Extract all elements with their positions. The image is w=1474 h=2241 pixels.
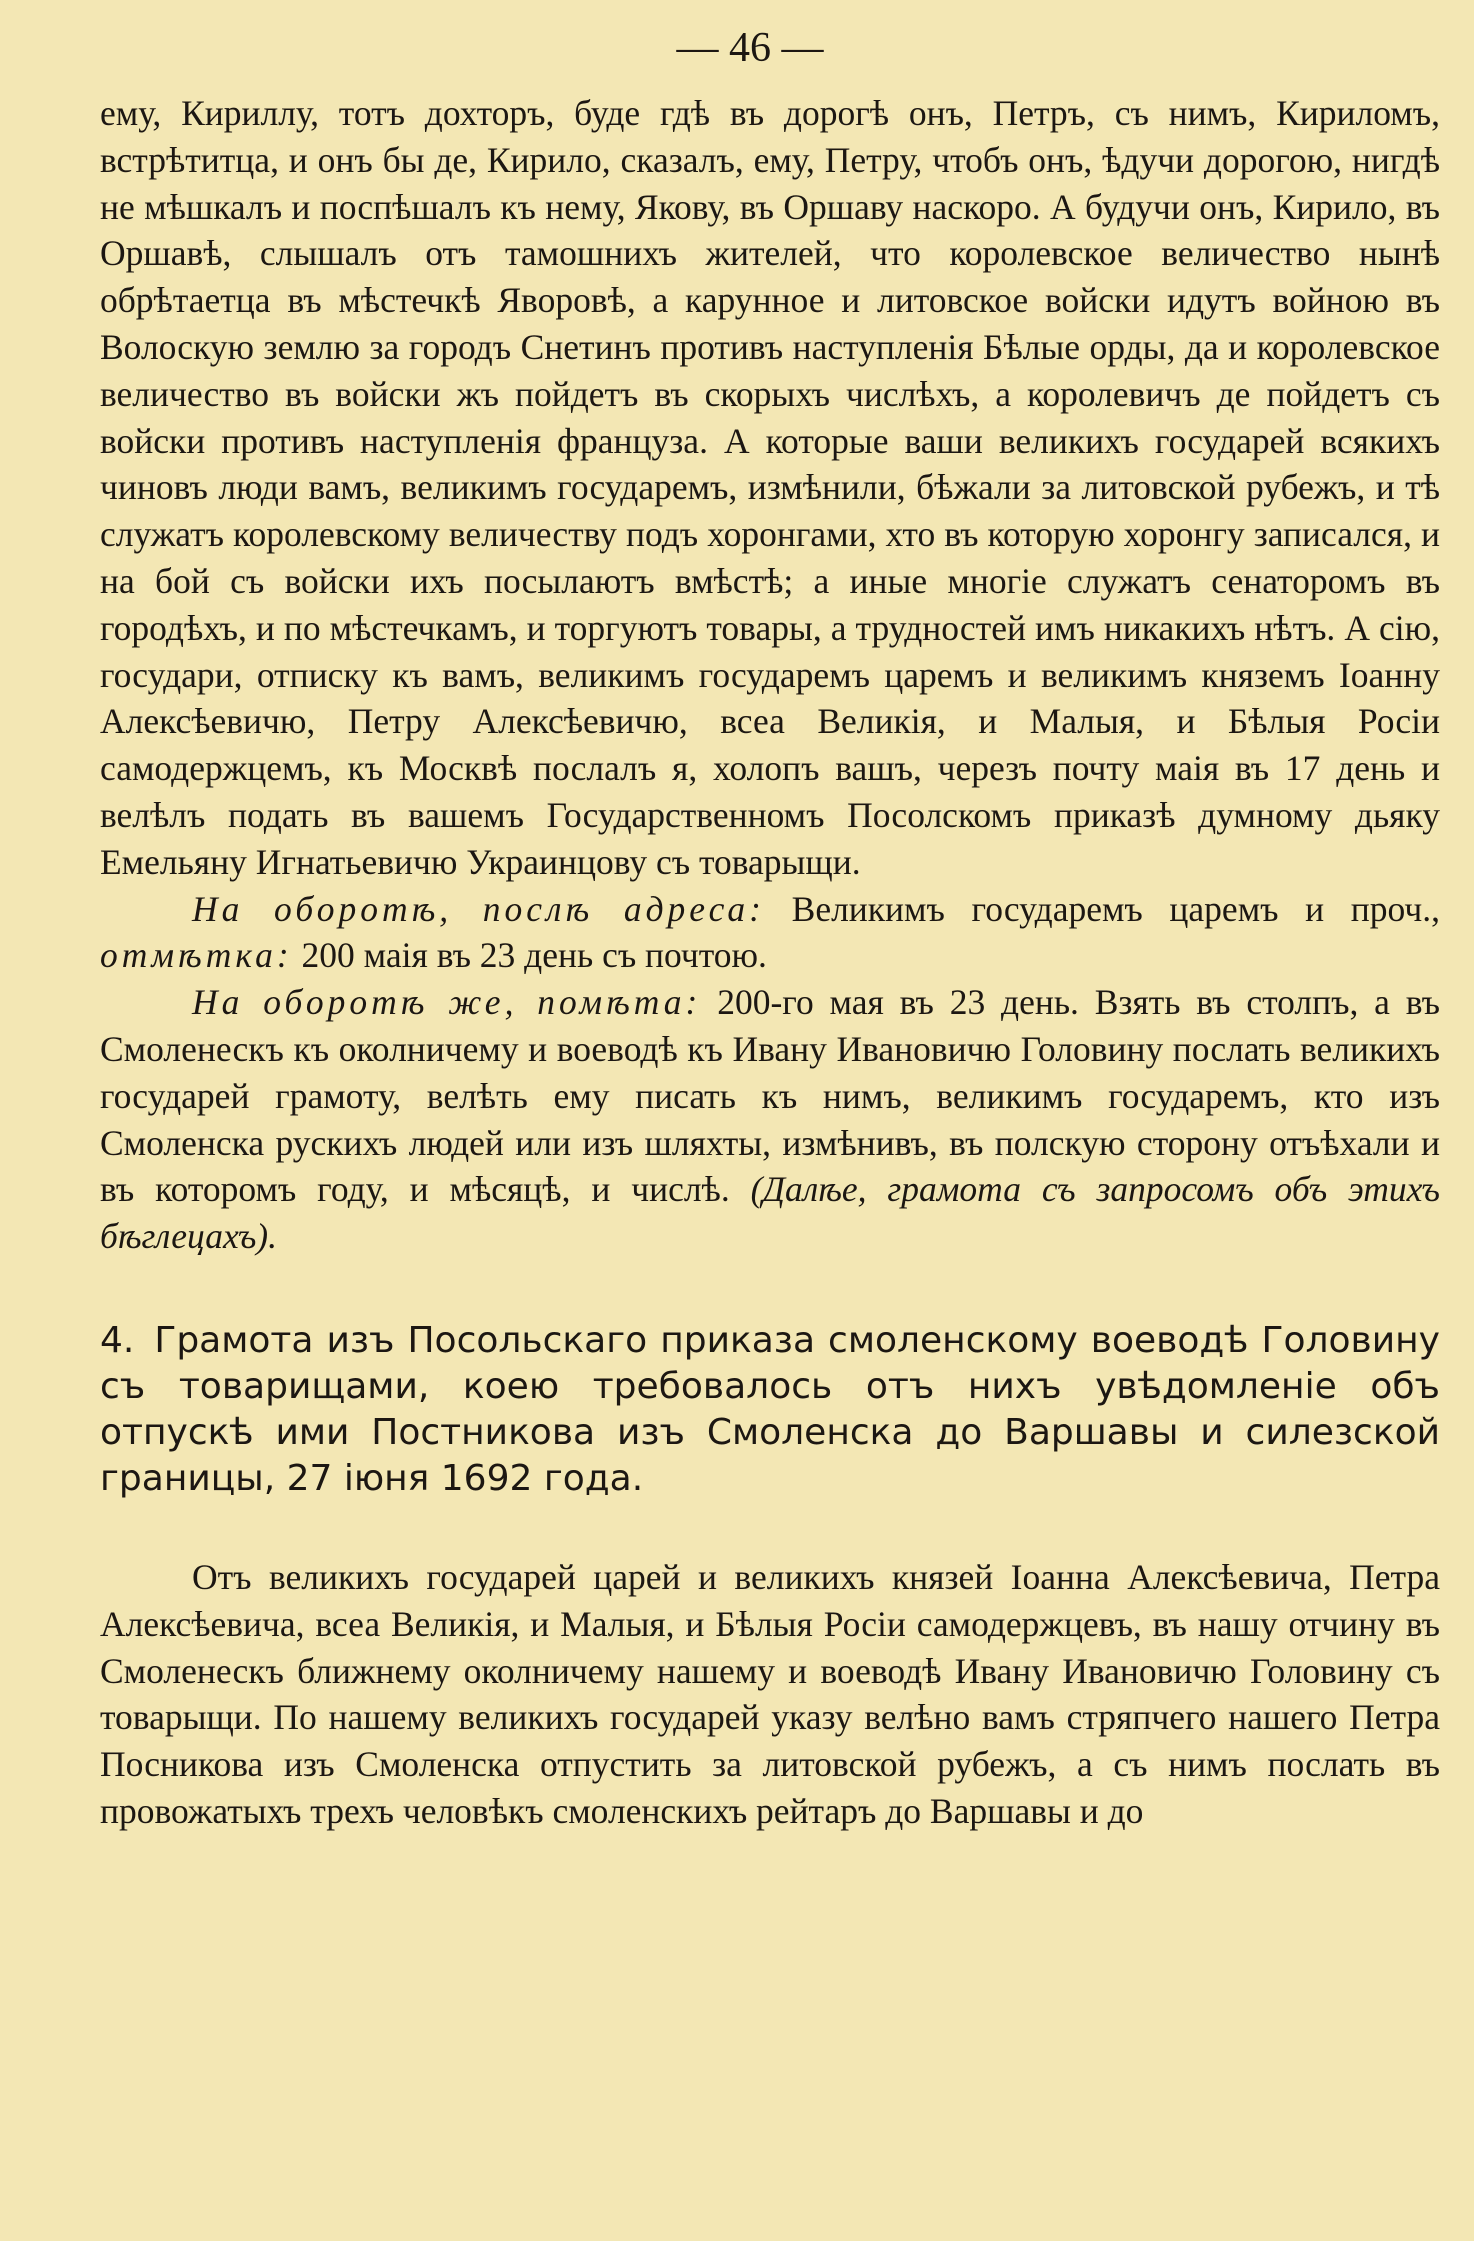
note-address-text: Великимъ государемъ царемъ и проч., [765,888,1440,929]
page-number: — 46 — [676,25,824,71]
section-heading [100,1318,1440,1502]
note-reverse-address [100,886,1440,980]
document-body-section [100,1554,1440,1835]
paragraph-charter-text: Отъ великихъ государей царей и великихъ князей Іоанна Алексѣевича, Петра Алексѣевича, всеа Великія, и Малыя, и Бѣлыя Росіи самодержцевъ, въ нашу отчину въ Смоленескъ ближнему околничему нашему и воеводѣ Ивану Ивановичю Головину съ товарыщи. По нашему великихъ государей указу велѣно вамъ стряпчего нашего Петра Посникова изъ Смоленска отпустить за литовской рубежъ, а съ нимъ послать въ провожатыхъ трехъ человѣкъ смоленскихъ рейтаръ до Варшавы и до [100,1556,1440,1831]
note-mark-text: 200 маія въ 23 день съ почтою. [292,935,767,976]
document-body [100,90,1440,1260]
section-title: Грамота изъ Посольскаго приказа смоленскому воеводѣ Головину съ товарищами, коею требовалось отъ нихъ увѣдомленіе объ отпускѣ ими Постникова изъ Смоленска до Варшавы и силезской границы, 27 іюня 1692 года. [100,1319,1440,1499]
paragraph-letter-continuation: ему, Кириллу, тотъ дохторъ, буде гдѣ въ дорогѣ онъ, Петръ, съ нимъ, Кириломъ, встрѣтитца, и онъ бы де, Кирило, сказалъ, ему, Петру, чтобъ онъ, ѣдучи дорогою, нигдѣ не мѣшкалъ и поспѣшалъ къ нему, Якову, въ Оршаву наскоро. А будучи онъ, Кирило, въ Оршавѣ, слышалъ отъ тамошнихъ жителей, что королевское величество нынѣ обрѣтаетца въ мѣстечкѣ Яворовѣ, а карунное и литовское войски идутъ войною въ Волоскую землю за городъ Снетинъ противъ наступленія Бѣлые орды, да и королевское величество въ войски жъ пойдетъ въ скорыхъ числѣхъ, а королевичъ де пойдетъ съ войски противъ наступленія француза. А которые ваши великихъ государей всякихъ чиновъ люди вамъ, великимъ государемъ, измѣнили, бѣжали за литовской рубежъ, и тѣ служатъ королевскому величеству подъ хоронгами, хто въ которую хоронгу записался, и на бой съ войски ихъ посылаютъ вмѣстѣ; а иные многіе служатъ сенаторомъ въ городѣхъ, и по мѣстечкамъ, и торгуютъ товары, а трудностей имъ никакихъ нѣтъ. А сію, государи, отписку къ вамъ, великимъ государемъ царемъ и великимъ княземъ Іоанну Алексѣевичю, Петру Алексѣевичю, всеа Великія, и Малыя, и Бѣлыя Росіи самодержцемъ, къ Москвѣ послалъ я, холопъ вашъ, черезъ почту маія въ 17 день и велѣлъ подать въ вашемъ Государственномъ Посолскомъ приказѣ думному дьяку Емельяну Игнатьевичю Украинцову съ товарыщи. [100,93,1440,882]
note-label-memo: На оборотѣ же, помѣта: [192,982,702,1023]
note-label-address: На оборотѣ, послѣ адреса: [192,888,766,929]
note-label-mark: отмѣтка: [100,935,293,976]
note-memo-text: 200-го мая въ 23 день. Взять въ столпъ, а въ Смоленескъ къ околничему и воеводѣ къ Ивану Ивановичю Головину послать великихъ государей грамоту, велѣть ему писать къ нимъ, великимъ государемъ, кто изъ Смоленска рускихъ людей или изъ шляхты, измѣнивъ, въ полскую сторону отъѣхали и въ которомъ году, и мѣсяцѣ, и числѣ. [100,982,1440,1210]
note-reverse-memo [100,979,1440,1260]
note-memo-trailer: (Далѣе, грамота съ запросомъ объ этихъ бѣглецахъ). [100,1169,1440,1257]
section-number: 4. [100,1319,135,1361]
